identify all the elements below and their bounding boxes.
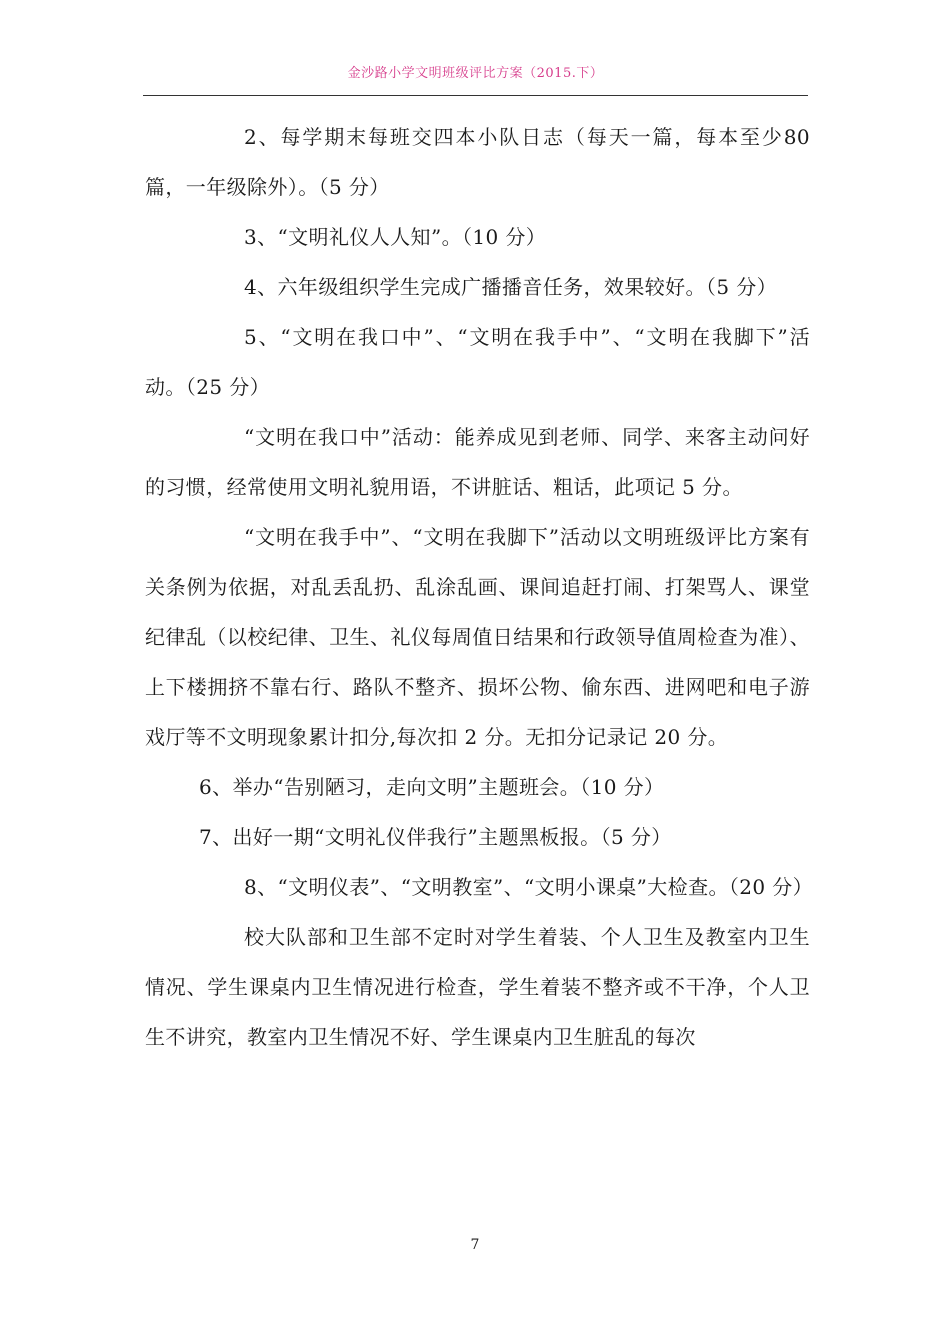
paragraph-item-8: 8、“文明仪表”、“文明教室”、“文明小课桌”大检查。（20 分）	[244, 875, 814, 899]
paragraph-item-5: 5、“文明在我口中”、“文明在我手中”、“文明在我脚下”活动。（25 分）	[145, 325, 810, 399]
paragraph-item-3: 3、“文明礼仪人人知”。（10 分）	[244, 225, 547, 249]
header-divider	[143, 95, 808, 96]
running-header: 金沙路小学文明班级评比方案（2015.下）	[347, 66, 604, 81]
paragraph-mouth-activity: “文明在我口中”活动：能养成见到老师、同学、来客主动问好的习惯，经常使用文明礼貌用语，不讲脏话、粗话，此项记 5 分。	[145, 425, 810, 499]
paragraph-item-6: 6、举办“告别陋习，走向文明”主题班会。（10 分）	[199, 775, 665, 799]
paragraph-hand-foot-activity: “文明在我手中”、“文明在我脚下”活动以文明班级评比方案有关条例为依据，对乱丢乱扔、乱涂乱画、课间追赶打闹、打架骂人、课堂纪律乱（以校纪律、卫生、礼仪每周值日结果和行政领导值周检查为准）、上下楼拥挤不靠右行、路队不整齐、损坏公物、偷东西、进网吧和电子游戏厅等不文明现象累计扣分,每次扣 2 分。无扣分记录记 20 分。	[145, 525, 810, 749]
page-number: 7	[470, 1237, 480, 1253]
document-body	[145, 112, 814, 1062]
paragraph-item-2: 2、每学期末每班交四本小队日志（每天一篇，每本至少80 篇，一年级除外）。（5 分）	[145, 125, 810, 199]
paragraph-item-4: 4、六年级组织学生完成广播播音任务，效果较好。（5 分）	[244, 275, 778, 299]
paragraph-item-7: 7、出好一期“文明礼仪伴我行”主题黑板报。（5 分）	[199, 825, 672, 849]
paragraph-inspection: 校大队部和卫生部不定时对学生着装、个人卫生及教室内卫生情况、学生课桌内卫生情况进行检查，学生着装不整齐或不干净，个人卫生不讲究，教室内卫生情况不好、学生课桌内卫生脏乱的每次	[145, 925, 810, 1049]
